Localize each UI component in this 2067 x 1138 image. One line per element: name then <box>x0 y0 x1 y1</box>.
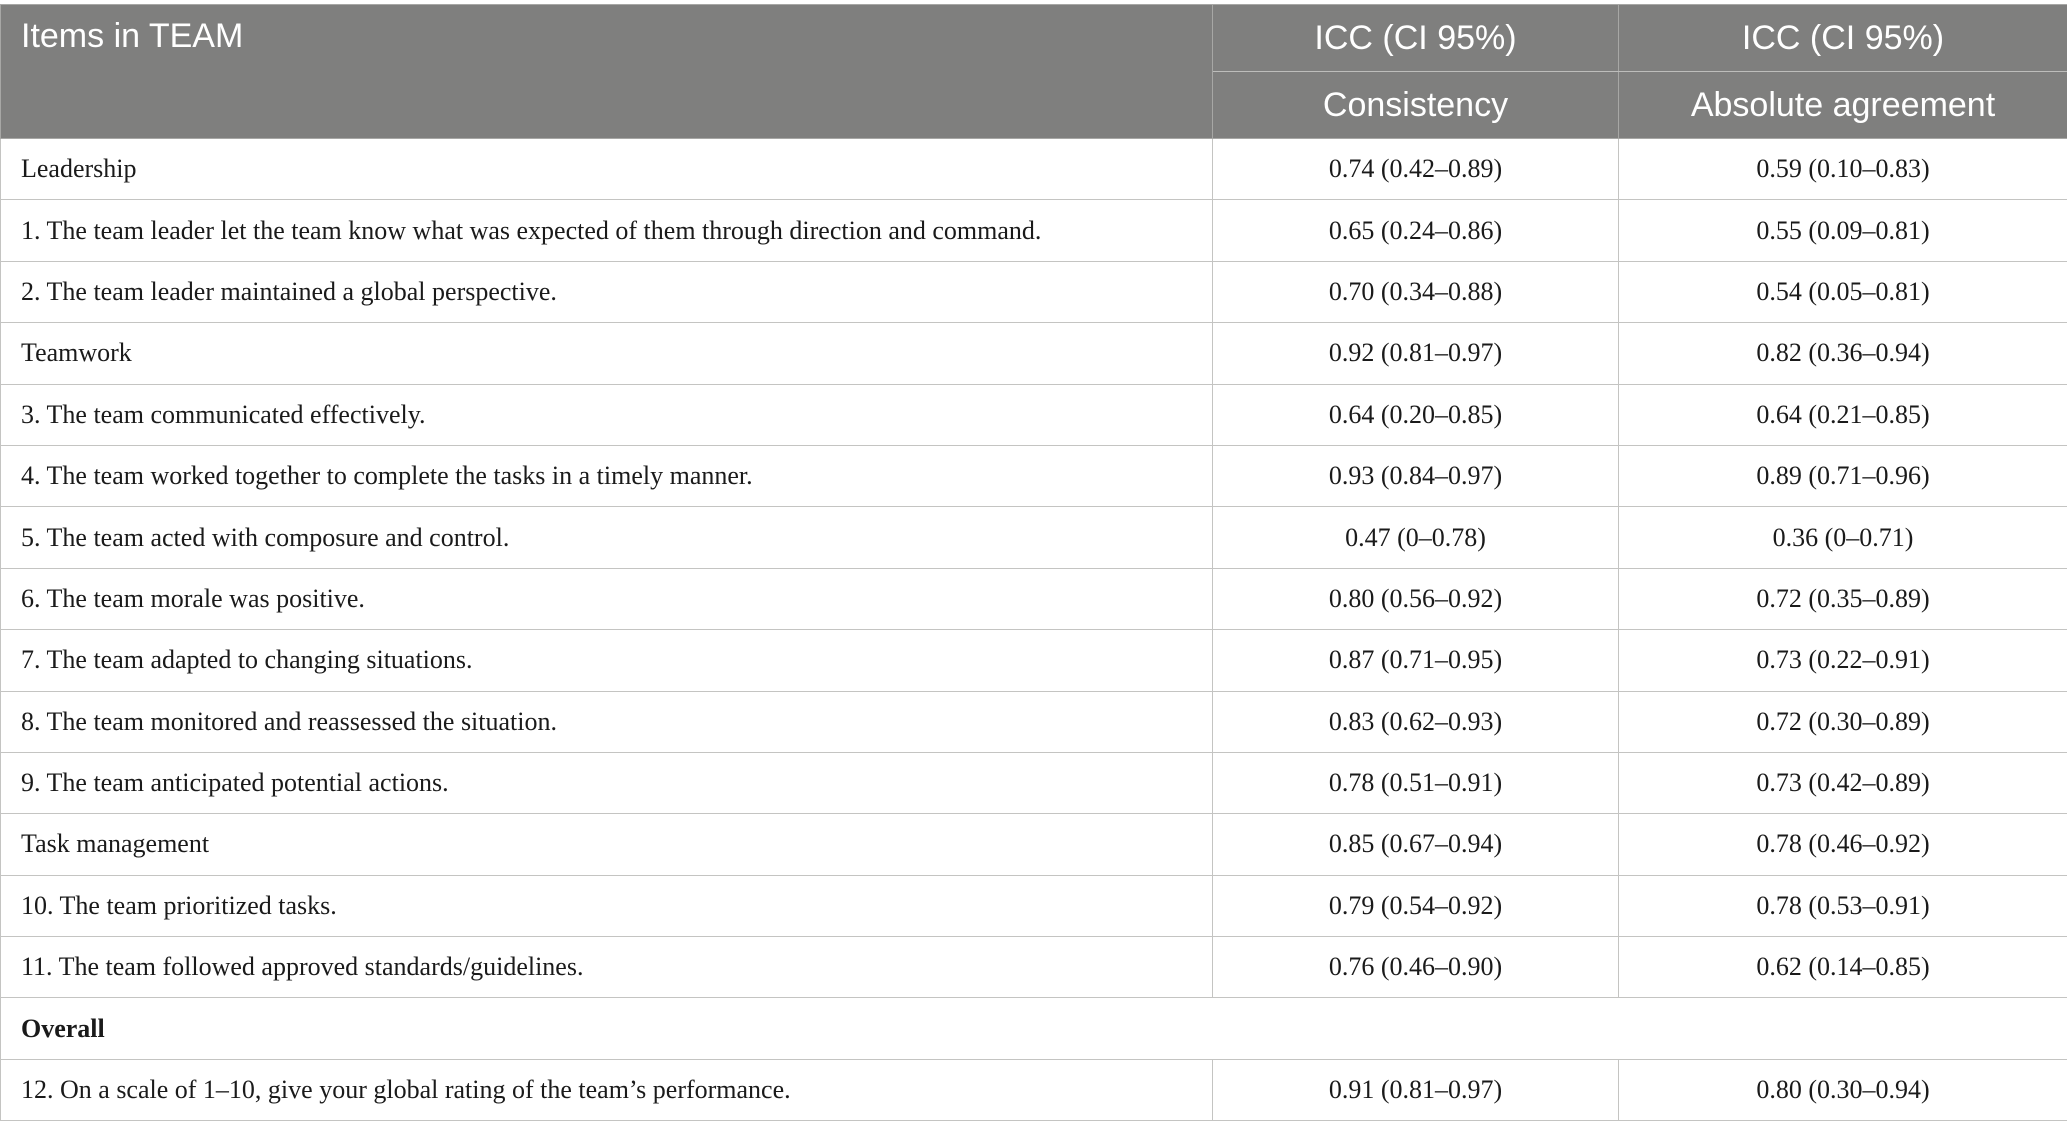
table-row <box>1 568 2067 629</box>
header-consistency-top: ICC (CI 95%) <box>1213 5 1619 72</box>
header-absolute-sub: Absolute agreement <box>1619 72 2067 139</box>
table-row <box>1 384 2067 445</box>
consistency-cell: 0.79 (0.54–0.92) <box>1213 875 1619 936</box>
table-row <box>1 630 2067 691</box>
table-row <box>1 261 2067 322</box>
item-cell: 8. The team monitored and reassessed the situation. <box>1 691 1213 752</box>
absolute-agreement-cell: 0.82 (0.36–0.94) <box>1619 323 2067 384</box>
absolute-agreement-cell: 0.89 (0.71–0.96) <box>1619 445 2067 506</box>
absolute-agreement-cell: 0.73 (0.22–0.91) <box>1619 630 2067 691</box>
absolute-agreement-cell: 0.72 (0.35–0.89) <box>1619 568 2067 629</box>
consistency-cell: 0.74 (0.42–0.89) <box>1213 139 1619 200</box>
table-row <box>1 752 2067 813</box>
table-row <box>1 200 2067 261</box>
absolute-agreement-cell: 0.59 (0.10–0.83) <box>1619 139 2067 200</box>
item-cell: 2. The team leader maintained a global perspective. <box>1 261 1213 322</box>
table-header <box>1 5 2067 139</box>
item-cell: 5. The team acted with composure and control. <box>1 507 1213 568</box>
item-cell: 3. The team communicated effectively. <box>1 384 1213 445</box>
item-cell: 4. The team worked together to complete the tasks in a timely manner. <box>1 445 1213 506</box>
consistency-cell: 0.83 (0.62–0.93) <box>1213 691 1619 752</box>
consistency-cell: 0.70 (0.34–0.88) <box>1213 261 1619 322</box>
consistency-cell: 0.93 (0.84–0.97) <box>1213 445 1619 506</box>
item-cell: 6. The team morale was positive. <box>1 568 1213 629</box>
item-cell: 9. The team anticipated potential actions. <box>1 752 1213 813</box>
consistency-cell: 0.85 (0.67–0.94) <box>1213 814 1619 875</box>
consistency-cell: 0.87 (0.71–0.95) <box>1213 630 1619 691</box>
table-row <box>1 507 2067 568</box>
table-row <box>1 323 2067 384</box>
item-cell: 1. The team leader let the team know what was expected of them through direction and command. <box>1 200 1213 261</box>
table-row <box>1 139 2067 200</box>
absolute-agreement-cell: 0.78 (0.53–0.91) <box>1619 875 2067 936</box>
icc-table <box>0 4 2067 1121</box>
table-row <box>1 814 2067 875</box>
consistency-cell: 0.65 (0.24–0.86) <box>1213 200 1619 261</box>
item-cell: Task management <box>1 814 1213 875</box>
table-row <box>1 937 2067 998</box>
table-row <box>1 1059 2067 1120</box>
item-cell: Leadership <box>1 139 1213 200</box>
table-row <box>1 875 2067 936</box>
absolute-agreement-cell: 0.72 (0.30–0.89) <box>1619 691 2067 752</box>
absolute-agreement-cell: 0.55 (0.09–0.81) <box>1619 200 2067 261</box>
header-items: Items in TEAM <box>1 5 1213 139</box>
item-cell: 7. The team adapted to changing situations. <box>1 630 1213 691</box>
absolute-agreement-cell: 0.80 (0.30–0.94) <box>1619 1059 2067 1120</box>
item-cell: 10. The team prioritized tasks. <box>1 875 1213 936</box>
consistency-cell: 0.47 (0–0.78) <box>1213 507 1619 568</box>
consistency-cell: 0.92 (0.81–0.97) <box>1213 323 1619 384</box>
consistency-cell: 0.80 (0.56–0.92) <box>1213 568 1619 629</box>
consistency-cell: 0.78 (0.51–0.91) <box>1213 752 1619 813</box>
absolute-agreement-cell: 0.73 (0.42–0.89) <box>1619 752 2067 813</box>
item-cell: 11. The team followed approved standards/guidelines. <box>1 937 1213 998</box>
section-heading-cell: Overall <box>1 998 2067 1059</box>
absolute-agreement-cell: 0.64 (0.21–0.85) <box>1619 384 2067 445</box>
consistency-cell: 0.76 (0.46–0.90) <box>1213 937 1619 998</box>
header-absolute-top: ICC (CI 95%) <box>1619 5 2067 72</box>
item-cell: 12. On a scale of 1–10, give your global rating of the team’s performance. <box>1 1059 1213 1120</box>
table-row <box>1 691 2067 752</box>
header-consistency-sub: Consistency <box>1213 72 1619 139</box>
item-cell: Teamwork <box>1 323 1213 384</box>
consistency-cell: 0.91 (0.81–0.97) <box>1213 1059 1619 1120</box>
table-row <box>1 445 2067 506</box>
table-body <box>1 139 2067 1121</box>
absolute-agreement-cell: 0.36 (0–0.71) <box>1619 507 2067 568</box>
consistency-cell: 0.64 (0.20–0.85) <box>1213 384 1619 445</box>
absolute-agreement-cell: 0.62 (0.14–0.85) <box>1619 937 2067 998</box>
table-row <box>1 998 2067 1059</box>
absolute-agreement-cell: 0.54 (0.05–0.81) <box>1619 261 2067 322</box>
absolute-agreement-cell: 0.78 (0.46–0.92) <box>1619 814 2067 875</box>
